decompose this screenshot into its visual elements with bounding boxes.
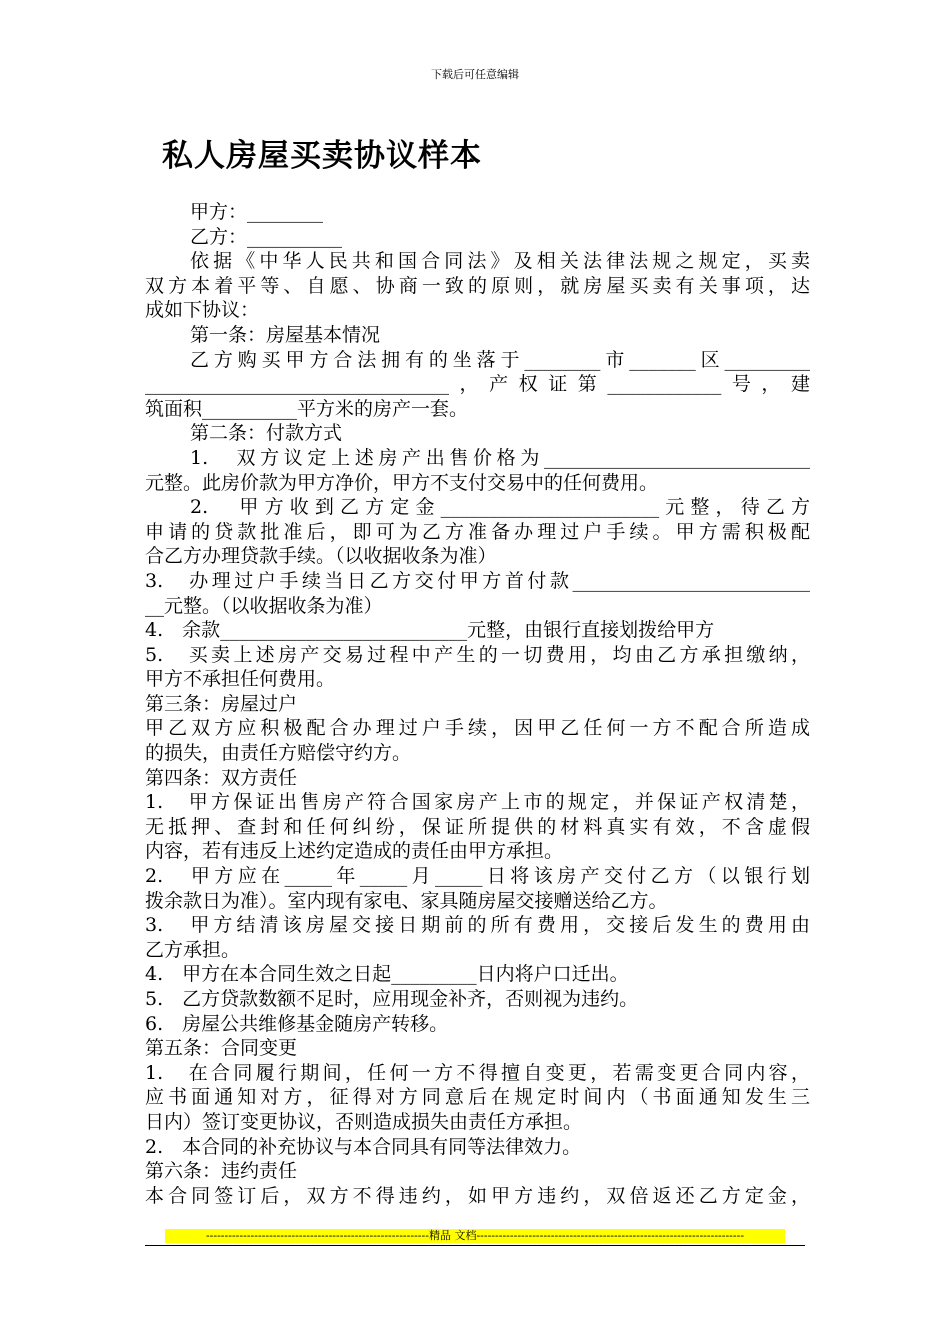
text-line: 1. 双方议定上述房产出售价格为____________________________ [190,446,810,469]
text-line: 乙方购买甲方合法拥有的坐落于________市_______区_________ [190,348,810,371]
text-line: 乙方：__________ [190,225,343,248]
text-line: 3. 办理过户手续当日乙方交付甲方首付款_________________________ [145,569,810,592]
text-line: 第六条：违约责任 [145,1160,298,1183]
text-line: 乙方承担。 [145,938,241,961]
header-note: 下载后可任意编辑 [431,68,519,81]
text-line: 甲乙双方应积极配合办理过户手续，因甲乙任何一方不配合所造成 [145,717,810,740]
text-line: 1. 甲方保证出售房产符合国家房产上市的规定，并保证产权清楚， [145,791,810,814]
text-line: 无抵押、查封和任何纠纷，保证所提供的材料真实有效，不含虚假 [145,815,810,838]
text-line: 元整。此房价款为甲方净价，甲方不支付交易中的任何费用。 [145,471,659,494]
text-line: 2. 甲方应在_____年_____月_____日将该房产交付乙方（以银行划 [145,865,810,888]
text-line: 申请的贷款批准后，即可为乙方准备办理过户手续。甲方需积极配 [145,520,810,543]
text-line: 拨余款日为准）。室内现有家电、家具随房屋交接赠送给乙方。 [145,889,668,912]
text-line: 2. 甲方收到乙方定金_______________________元整，待乙方 [190,496,810,519]
text-line: 甲方不承担任何费用。 [145,668,336,691]
text-line: ________________________________，产权证第____________号，建 [145,373,810,396]
text-line: 6. 房屋公共维修基金随房产转移。 [145,1012,449,1035]
text-line: 第三条：房屋过户 [145,692,298,715]
text-line: 4. 余款__________________________元整，由银行直接划拨给甲方 [145,619,715,642]
text-line: 内容，若有违反上述约定造成的责任由甲方承担。 [145,840,564,863]
text-line: 第五条：合同变更 [145,1037,298,1060]
text-line: 4. 甲方在本合同生效之日起_________日内将户口迁出。 [145,963,629,986]
text-line: 依据《中华人民共和国合同法》及相关法律法规之规定，买卖 [190,250,810,273]
text-line: 第四条：双方责任 [145,766,298,789]
text-line: 应书面通知对方，征得对方同意后在规定时间内（书面通知发生三 [145,1086,810,1109]
text-line: 第一条：房屋基本情况 [190,323,381,346]
footer-rule [145,1245,805,1246]
text-line: 1. 在合同履行期间，任何一方不得擅自变更，若需变更合同内容， [145,1061,810,1084]
text-line: 第二条：付款方式 [190,422,343,445]
footer-banner: ------------------------------------------------------------精品 文档------------------------------------------------------------------------ [165,1229,785,1243]
text-line: 日内）签订变更协议，否则造成损失由责任方承担。 [145,1110,583,1133]
text-line: 甲方：________ [190,201,324,223]
text-line: __元整。（以收据收条为准） [145,594,383,617]
text-line: 成如下协议： [145,299,260,322]
text-line: 5. 买卖上述房产交易过程中产生的一切费用，均由乙方承担缴纳， [145,643,810,666]
text-line: 2. 本合同的补充协议与本合同具有同等法律效力。 [145,1135,582,1158]
text-line: 本合同签订后，双方不得违约，如甲方违约，双倍返还乙方定金， [145,1184,810,1207]
document-title: 私人房屋买卖协议样本 [162,138,482,174]
text-line: 合乙方办理贷款手续。（以收据收条为准） [145,545,497,568]
text-line: 双方本着平等、自愿、协商一致的原则，就房屋买卖有关事项，达 [145,274,810,297]
text-line: 的损失，由责任方赔偿守约方。 [145,742,412,765]
text-line: 3. 甲方结清该房屋交接日期前的所有费用，交接后发生的费用由 [145,914,810,937]
text-line: 筑面积__________平方米的房产一套。 [145,397,469,420]
text-line: 5. 乙方贷款数额不足时，应用现金补齐，否则视为违约。 [145,988,639,1010]
document-body [145,200,810,1208]
